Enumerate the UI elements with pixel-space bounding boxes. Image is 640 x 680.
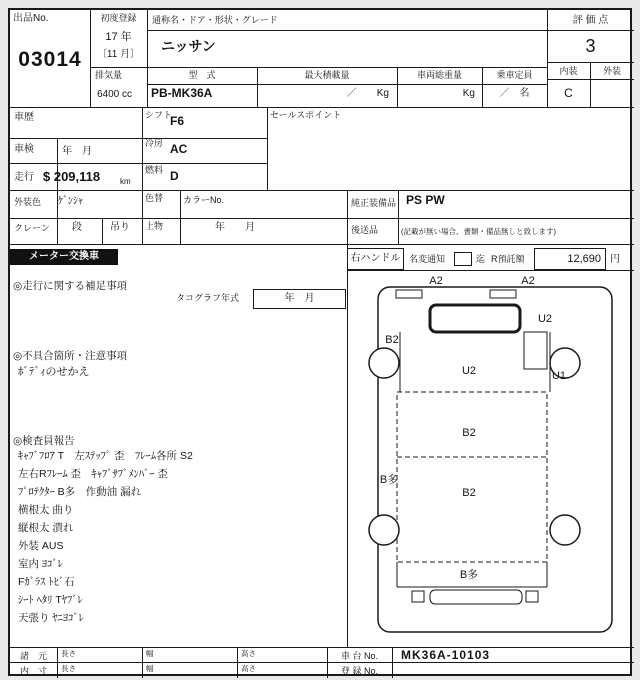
cooling-label: 冷房	[145, 138, 164, 148]
evaluation-score-label: 評 価 点	[572, 15, 609, 26]
mileage-unit: km	[120, 177, 131, 186]
grid-line	[10, 244, 634, 245]
dimensions-label: 諸 元	[19, 651, 47, 661]
max-load-label: 最大積載量	[304, 70, 350, 80]
crane-step-label: 段	[72, 222, 82, 233]
rear-bumper	[430, 590, 522, 604]
inspector-report-line: ﾌﾟﾛﾃｸﾀｰ B多 作動油 漏れ	[18, 486, 142, 498]
first-registration-month: 〔11 月〕	[96, 49, 141, 60]
deposit-amount-box: 12,690	[534, 248, 606, 270]
wheel-rear-right	[550, 515, 580, 545]
grid-line	[90, 67, 547, 68]
rear-lamp-right	[526, 591, 538, 602]
inspection-label: 車検	[14, 144, 34, 155]
grid-line	[10, 662, 634, 663]
shift-label: シフト	[145, 110, 173, 120]
grid-line	[57, 647, 58, 678]
sales-point-label: セールスポイント	[270, 110, 342, 120]
inspector-report-line: 天張り ﾔﾆﾖｺﾞﾚ	[18, 612, 84, 624]
roof-marker-right	[490, 290, 516, 298]
chassis-no-value: MK36A-10103	[401, 648, 491, 662]
damage-code-u2-cab: U2	[461, 365, 477, 377]
inspector-report-line: Fｶﾞﾗｽ ﾄﾋﾞ石	[18, 576, 75, 588]
max-load-value: ／ Kg	[346, 88, 389, 99]
rear-lamp-left	[412, 591, 424, 602]
mileage-label: 走行	[14, 172, 34, 183]
crane-label: クレーン	[14, 223, 50, 233]
length-label: 長さ	[61, 649, 76, 658]
repaint-label: 色替	[145, 193, 164, 203]
inspector-report-line: 横根太 曲り	[18, 504, 74, 516]
grid-line	[147, 30, 634, 31]
grid-line	[142, 107, 143, 244]
grid-line	[142, 647, 143, 678]
wheel-rear-left	[369, 515, 399, 545]
width-label: 幅	[146, 649, 154, 658]
displacement-value: 6400 cc	[97, 89, 133, 100]
cooling-value: AC	[170, 142, 188, 156]
evaluation-score: 3	[585, 36, 596, 56]
tachograph-label: タコグラフ年式	[176, 293, 240, 303]
height-label: 高さ	[241, 649, 256, 658]
damage-code-b2-upper-left: B2	[385, 334, 399, 346]
fuel-label: 燃料	[145, 165, 164, 175]
inspector-report-title: ◎検査員報告	[13, 435, 75, 447]
width-label: 幅	[146, 664, 154, 673]
exhibit-no: 03014	[18, 48, 82, 71]
grid-line	[180, 190, 181, 244]
damage-code-u2-top-right: U2	[537, 313, 553, 325]
vehicle-damage-diagram	[348, 272, 634, 646]
auction-sheet-form	[8, 8, 632, 676]
tachograph-date-box: 年 月	[253, 289, 346, 309]
grid-line	[102, 218, 103, 244]
wheel-front-left	[369, 348, 399, 378]
interior-grade-value: C	[564, 86, 573, 100]
grid-line	[10, 138, 267, 139]
name-change-label: 名変通知	[409, 254, 446, 264]
body-mount-date: 年 月	[215, 222, 255, 233]
inspection-value: 年 月	[62, 146, 92, 157]
damage-code-b2-bed-upper: B2	[462, 427, 476, 439]
deposit-label: R預託額	[491, 254, 525, 264]
grid-line	[147, 84, 547, 85]
inner-dimensions-label: 内 寸	[19, 666, 47, 676]
gross-weight-label: 車両総重量	[416, 70, 462, 80]
inspector-report-line: ｼｰﾄ ﾍﾀﾘ Tﾔﾌﾞﾚ	[18, 594, 83, 606]
name-grade-header: 通称名・ドア・形状・グレード	[152, 15, 278, 25]
meter-exchange-badge: メーター交換車	[10, 249, 118, 265]
inspector-report-line: 縦根太 潰れ	[18, 522, 74, 534]
damage-code-b-multi-left: B多	[379, 474, 399, 486]
height-label: 高さ	[241, 664, 256, 673]
damage-code-b-multi-rear: B多	[459, 569, 479, 581]
mileage-value: $ 209,118	[43, 169, 101, 184]
grid-line	[10, 218, 634, 219]
grid-line	[392, 647, 393, 678]
later-items-note: (記載が無い場合、書類・備品無しと致します)	[401, 227, 556, 236]
inspector-report-line: 左右Rﾌﾚｰﾑ 歪 ｷｬﾌﾞｻﾌﾞﾒﾝﾊﾞｰ 歪	[18, 468, 168, 480]
defects-title: ◎不具合箇所・注意事項	[13, 350, 128, 362]
color-no-label: カラーNo.	[183, 195, 225, 205]
grid-line	[147, 10, 148, 107]
fuel-value: D	[170, 169, 179, 183]
exterior-grade-label: 外装	[602, 66, 621, 76]
damage-code-a2-left: A2	[429, 275, 443, 287]
grid-line	[398, 190, 399, 244]
capacity-label: 乗車定員	[496, 70, 533, 80]
roof-marker-left	[396, 290, 422, 298]
gross-weight-value: Kg	[462, 88, 475, 99]
inspector-report-line: 外装 AUS	[18, 540, 64, 552]
grid-line	[10, 107, 634, 108]
grid-line	[267, 107, 268, 190]
damage-code-b2-bed-lower: B2	[462, 487, 476, 499]
cargo-bed-outline	[397, 392, 547, 562]
grid-line	[347, 270, 634, 271]
grid-line	[10, 190, 634, 191]
until-label: 迄	[476, 254, 486, 264]
chassis-no-label: 車 台 No.	[340, 651, 378, 661]
history-label: 車歴	[14, 112, 34, 123]
genuine-equipment-label: 純正装備品	[351, 198, 397, 208]
steering-position-box: 右ハンドル	[347, 248, 404, 270]
damage-code-a2-right: A2	[521, 275, 535, 287]
body-color-label: 外装色	[14, 197, 42, 207]
capacity-value: ／ 名	[499, 88, 530, 99]
windshield	[430, 305, 520, 332]
defects-text: ﾎﾞﾃﾞｨのせかえ	[18, 366, 90, 378]
first-registration-label: 初度登録	[100, 13, 137, 23]
grid-line	[10, 163, 267, 164]
grid-line	[57, 138, 58, 244]
vehicle-name: ニッサン	[161, 38, 216, 54]
truck-body-outline	[378, 287, 612, 632]
model-code-value: PB-MK36A	[151, 86, 213, 100]
model-code-label: 型 式	[188, 70, 216, 80]
inspector-report-line: 室内 ﾖｺﾞﾚ	[18, 558, 63, 570]
cab-right-panel	[524, 332, 547, 369]
name-change-date-box	[454, 252, 472, 266]
later-items-label: 後送品	[351, 225, 379, 235]
first-registration-year: 17 年	[105, 31, 132, 43]
grid-line	[237, 647, 238, 678]
damage-code-u1-right: U1	[551, 370, 567, 382]
shift-value: F6	[170, 114, 185, 128]
crane-hang-label: 吊り	[110, 222, 130, 233]
grid-line	[10, 647, 634, 648]
body-mount-label: 上物	[145, 221, 164, 231]
registration-no-label: 登 録 No.	[340, 666, 378, 676]
body-color-value: ｹﾞﾝｼｬ	[58, 196, 83, 207]
displacement-label: 排気量	[95, 70, 123, 80]
genuine-equipment-value: PS PW	[406, 193, 445, 207]
inspector-report-line: ｷｬﾌﾞﾌﾛｱ T 左ｽﾃｯﾌﾟ 歪 ﾌﾚｰﾑ各所 S2	[18, 450, 193, 462]
mileage-note-title: ◎走行に関する補足事項	[13, 280, 128, 292]
interior-grade-label: 内装	[559, 66, 578, 76]
yen-label: 円	[610, 254, 620, 265]
length-label: 長さ	[61, 664, 76, 673]
exhibit-no-label: 出品No.	[13, 13, 49, 24]
